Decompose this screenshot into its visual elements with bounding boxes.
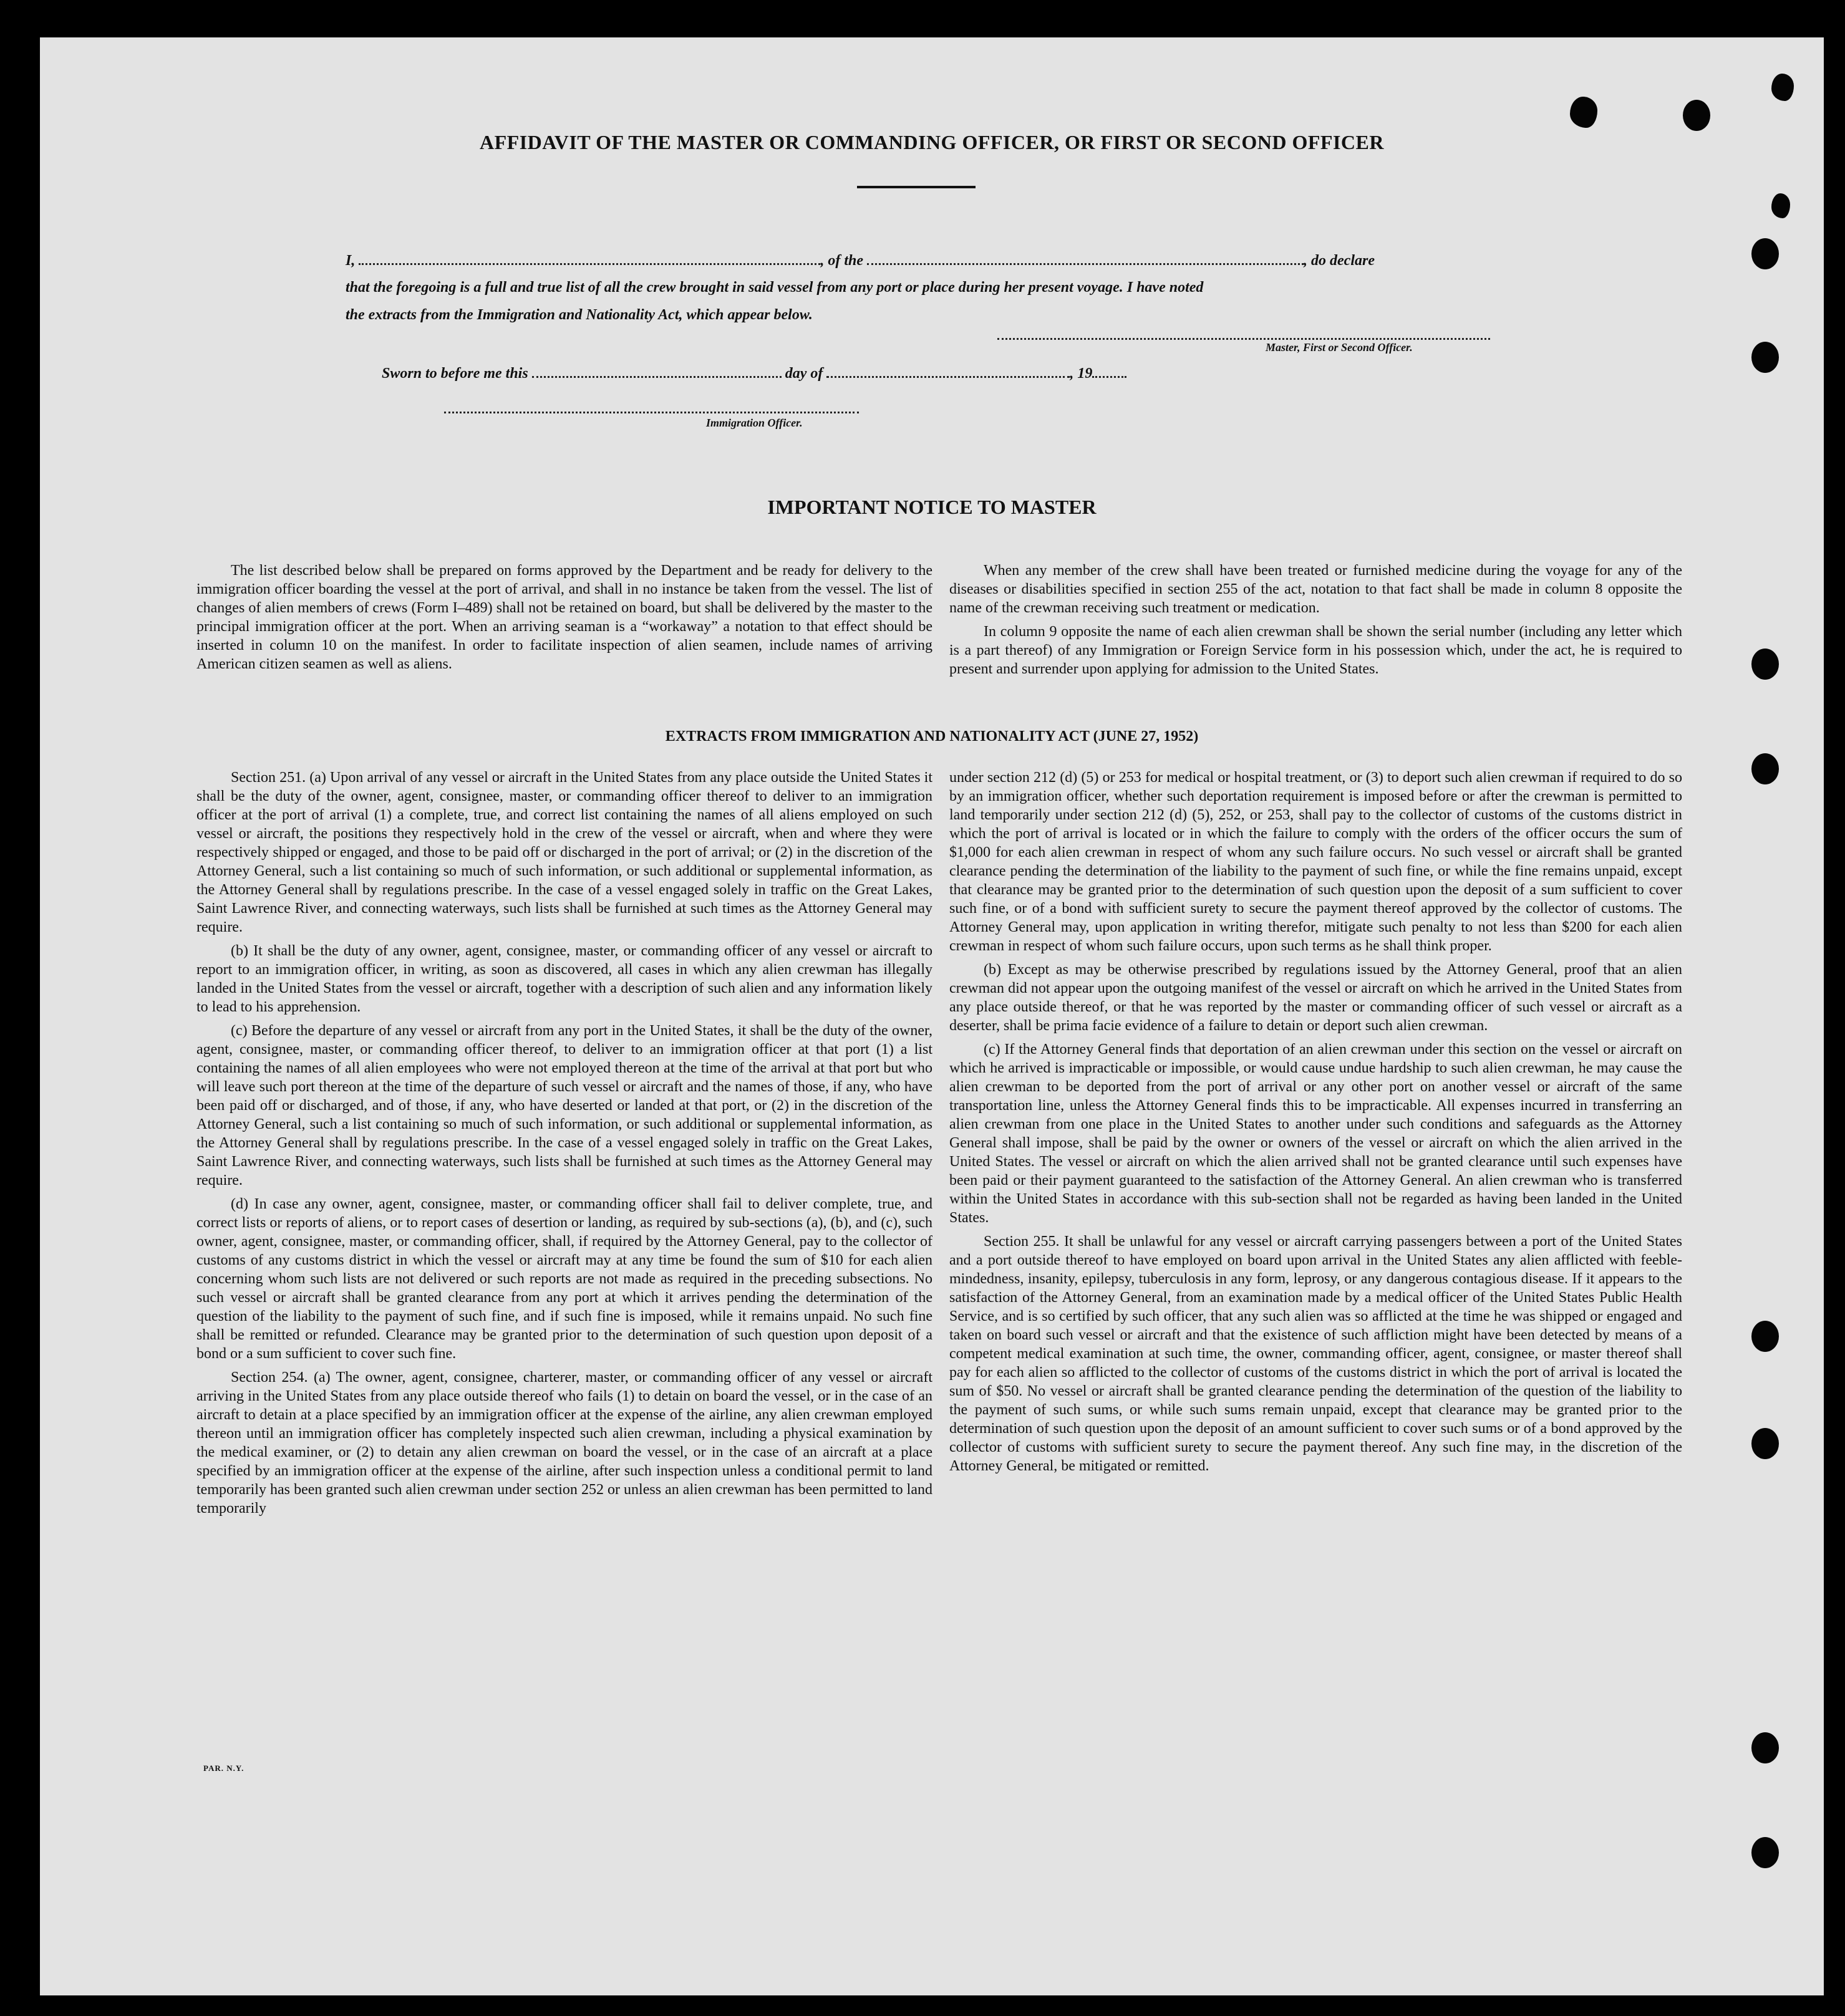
sworn-day-blank[interactable] [532, 364, 782, 378]
punch-hole [1751, 1428, 1779, 1459]
officer-signature-line[interactable] [444, 412, 859, 413]
printer-code: PAR. N.Y. [203, 1763, 245, 1773]
extracts-right-column [949, 768, 1682, 1480]
section-251c: (c) Before the departure of any vessel or aircraft from any port in the United States, it shall be the duty of the owner, agent, consignee, master, or commanding officer thereof, to deliver to an immigration officer at that port (1) a list containing the names of all alien employees who were not employed thereon at the time of the arrival at that port but who will leave such port thereon at the time of the departure of such vessel or aircraft and the names of those, if any, who have been paid off or discharged, and of those, if any, who have deserted or landed at that port, or (2) in the discretion of the Attorney General, such a list containing so much of such information, or such additional or supplemental information, as the Attorney General shall by regulations prescribe. In the case of a vessel engaged solely in traffic on the Great Lakes, Saint Lawrence River, and connecting waterways, such lists shall be furnished at such times as the Attorney General may require. [196, 1023, 932, 1189]
section-251d: (d) In case any owner, agent, consignee, master, or commanding officer shall fail to deliver complete, true, and correct lists or reports of aliens, or to report cases of desertion or landing, as required by sub-sections (a), (b), and (c), such owner, agent, consignee, master, or commanding officer, shall, if required by the Attorney General, pay to the collector of customs of any customs district in which the vessel or aircraft may at any time be found the sum of $10 for each alien concerning whom such lists are not delivered or such reports are not made as required in the preceding subsections. No such vessel or aircraft shall be granted clearance from any port at which it arrives pending the determination of the question of the liability to the payment of such fine, and if such fine is imposed, while it remains unpaid. No such fine shall be remitted or refunded. Clearance may be granted prior to the determination of such question upon deposit of a bond or a sum sufficient to cover such fine. [196, 1196, 932, 1362]
notice-right-paragraph-1: When any member of the crew shall have been treated or furnished medicine during the voyage for any of the diseases or disabilities specified in section 255 of the act, notation to that fact shall be made in column 8 opposite the name of the crewman receiving such treatment or medication. [949, 562, 1682, 616]
extracts-title: EXTRACTS FROM IMMIGRATION AND NATIONALITY ACT (JUNE 27, 1952) [665, 728, 1199, 745]
section-254c: (c) If the Attorney General finds that deportation of an alien crewman under this section on the vessel or aircraft on which he arrived is impracticable or impossible, or would cause undue hardship to such alien crewman, he may cause the alien crewman to be deported from the port of arrival or any other port on another vessel or aircraft of the same transportation line, unless the Attorney General finds this to be impracticable. All expenses incurred in transferring an alien crewman from one place in the United States to another under such conditions and safeguards as the Attorney General shall impose, shall be paid by the owner or owners of the vessel or aircraft on which the alien arrived in the United States. The vessel or aircraft on which the alien arrived shall not be granted clearance until such expenses have been paid or their payment guaranteed to the satisfaction of the Attorney General. An alien crewman who is transferred within the United States in accordance with this sub-section shall not be regarded as having been landed in the United States. [949, 1041, 1682, 1226]
year-label: , 19 [1070, 365, 1093, 382]
punch-hole [1751, 1837, 1779, 1868]
section-251a: Section 251. (a) Upon arrival of any vessel or aircraft in the United States from any place outside the United States it shall be the duty of the owner, agent, consignee, master, or commanding officer thereof to deliver to an immigration officer at the port of arrival (1) a complete, true, and correct list containing the names of all aliens employed on such vessel or aircraft, the positions they respectively hold in the crew of the vessel or aircraft, when and where they were respectively shipped or engaged, and those to be paid off or discharged in the port of arrival; or (2) in the discretion of the Attorney General, such a list containing so much of such information, or such additional or supplemental information, as the Attorney General shall by regulations prescribe. In the case of a vessel engaged solely in traffic on the Great Lakes, Saint Lawrence River, and connecting waterways, such lists shall be furnished at such times as the Attorney General may require. [196, 769, 932, 935]
statement-line-1: that the foregoing is a full and true list of all the crew brought in said vessel from any port or place during her present voyage. I have noted [346, 279, 1204, 296]
extracts-left-column [196, 768, 932, 1523]
punch-hole [1771, 74, 1794, 101]
notice-right-column [949, 561, 1682, 683]
officer-signature-label: Immigration Officer. [706, 417, 803, 429]
do-declare-label: , do declare [1304, 253, 1375, 269]
punch-hole [1751, 342, 1779, 373]
sworn-month-blank[interactable] [826, 364, 1070, 378]
punch-hole [1683, 100, 1710, 131]
document-page [40, 37, 1824, 1995]
of-the-label: , of the [820, 253, 864, 269]
notice-right-paragraph-2: In column 9 opposite the name of each alien crewman shall be shown the serial number (including any letter which is a part thereof) of any Immigration or Foreign Service form in his possession which, under the act, he is required to present and surrender upon applying for admission to the United States. [949, 624, 1682, 677]
vessel-blank[interactable] [867, 251, 1304, 265]
year-blank[interactable] [1092, 364, 1126, 378]
affidavit-title: AFFIDAVIT OF THE MASTER OR COMMANDING OFFICER, OR FIRST OR SECOND OFFICER [480, 131, 1384, 153]
notice-title: IMPORTANT NOTICE TO MASTER [767, 496, 1097, 518]
punch-hole [1751, 649, 1779, 680]
section-254b: (b) Except as may be otherwise prescribed by regulations issued by the Attorney General, proof that an alien crewman did not appear upon the outgoing manifest of the vessel or aircraft on which he arrived in the United States from any place outside thereof, or that he was reported by the master or commanding officer of such vessel or aircraft as a deserter, shall be prima facie evidence of a failure to detain or deport such alien crewman. [949, 962, 1682, 1034]
section-251b: (b) It shall be the duty of any owner, agent, consignee, master, or commanding officer of any vessel or aircraft to report to an immigration officer, in writing, as soon as discovered, all cases in which any alien crewman has illegally landed in the United States from the vessel or aircraft, together with a description of such alien and any information likely to lead to his apprehension. [196, 943, 932, 1015]
master-signature-line[interactable] [997, 338, 1490, 340]
punch-hole [1570, 97, 1597, 128]
notice-left-paragraph: The list described below shall be prepared on forms approved by the Department and be ready for delivery to the immigration officer boarding the vessel at the port of arrival, and shall in no instance be taken from the vessel. The list of changes of alien members of crews (Form I–489) shall not be retained on board, but shall be delivered by the master to the principal immigration officer at the port. When an arriving seaman is a “workaway” a notation to that effect should be inserted in column 10 on the manifest. In order to facilitate inspection of alien seamen, include names of arriving American citizen seamen as well as aliens. [196, 562, 932, 672]
sworn-label: Sworn to before me this [382, 365, 528, 382]
punch-hole [1751, 753, 1779, 784]
name-blank[interactable] [359, 251, 820, 265]
declaration-line [346, 251, 1531, 269]
notice-left-column [196, 561, 932, 678]
master-signature-label: Master, First or Second Officer. [1266, 341, 1413, 354]
punch-hole [1751, 1732, 1779, 1763]
section-254a: Section 254. (a) The owner, agent, consignee, charterer, master, or commanding officer of any vessel or aircraft arriving in the United States from any place outside thereof who fails (1) to detain on board the vessel, or in the case of an aircraft to detain at a place specified by an immigration officer at the expense of the airline, any alien crewman employed thereon until an immigration officer has completely inspected such alien crewman, including a physical examination by the medical examiner, or (2) to detain any alien crewman on board the vessel, or in the case of an aircraft at a place specified by an immigration officer at the expense of the airline, after such inspection unless a conditional permit to land temporarily has been granted such alien crewman under section 252 or unless an alien crewman has been permitted to land temporarily [196, 1369, 932, 1517]
day-of-label: day of [785, 365, 823, 382]
sworn-line [382, 364, 1567, 382]
section-254a-continued: under section 212 (d) (5) or 253 for medical or hospital treatment, or (3) to deport such alien crewman if required to do so by an immigration officer, whether such deportation requirement is imposed before or after the crewman is permitted to land temporarily under section 212 (d) (5), 252, or 253, shall pay to the collector of customs of the customs district in which the port of arrival is located or in which the failure to comply with the orders of the officer occurs the sum of $1,000 for each alien crewman in respect of whom any such failure occurs. No such vessel or aircraft shall be granted clearance pending the determination of the liability to the payment of such fine, or while the fine remains unpaid, except that clearance may be granted prior to the determination of such question upon the deposit of a sum sufficient to cover such fine, or of a bond with sufficient surety to secure the payment thereof approved by the collector of customs. The Attorney General may, upon application in writing therefor, mitigate such penalty to not less than $200 for each alien crewman in respect of whom such failure occurs, upon such terms as he shall think proper. [949, 769, 1682, 954]
punch-hole [1751, 238, 1779, 269]
i-label: I, [346, 253, 356, 269]
statement-line-2: the extracts from the Immigration and Nationality Act, which appear below. [346, 307, 813, 323]
punch-hole [1771, 193, 1790, 218]
section-255: Section 255. It shall be unlawful for any vessel or aircraft carrying passengers between a port of the United States and a port outside thereof to have employed on board upon arrival in the United States any alien afflicted with feeble-mindedness, insanity, epilepsy, tuberculosis in any form, leprosy, or any dangerous contagious disease. If it appears to the satisfaction of the Attorney General, from an examination made by a medical officer of the United States Public Health Service, and is so certified by such officer, that any such alien was so afflicted at the time he was shipped or engaged and taken on board such vessel or aircraft and that the existence of such affliction might have been detected by means of a competent medical examination at such time, the owner, commanding officer, agent, consignee, or master thereof shall pay for each alien so afflicted to the collector of customs of the customs district in which the port of arrival is located the sum of $50. No vessel or aircraft shall be granted clearance pending the determination of the question of the liability to the payment of such sums, or while such sums remain unpaid, except that clearance may be granted prior to the determination of such question upon the deposit of an amount sufficient to cover such sums or of a bond approved by the collector of customs with sufficient surety to secure the payment thereof. Any such fine may, in the discretion of the Attorney General, be mitigated or remitted. [949, 1233, 1682, 1474]
title-divider [857, 186, 976, 188]
punch-hole [1751, 1321, 1779, 1352]
